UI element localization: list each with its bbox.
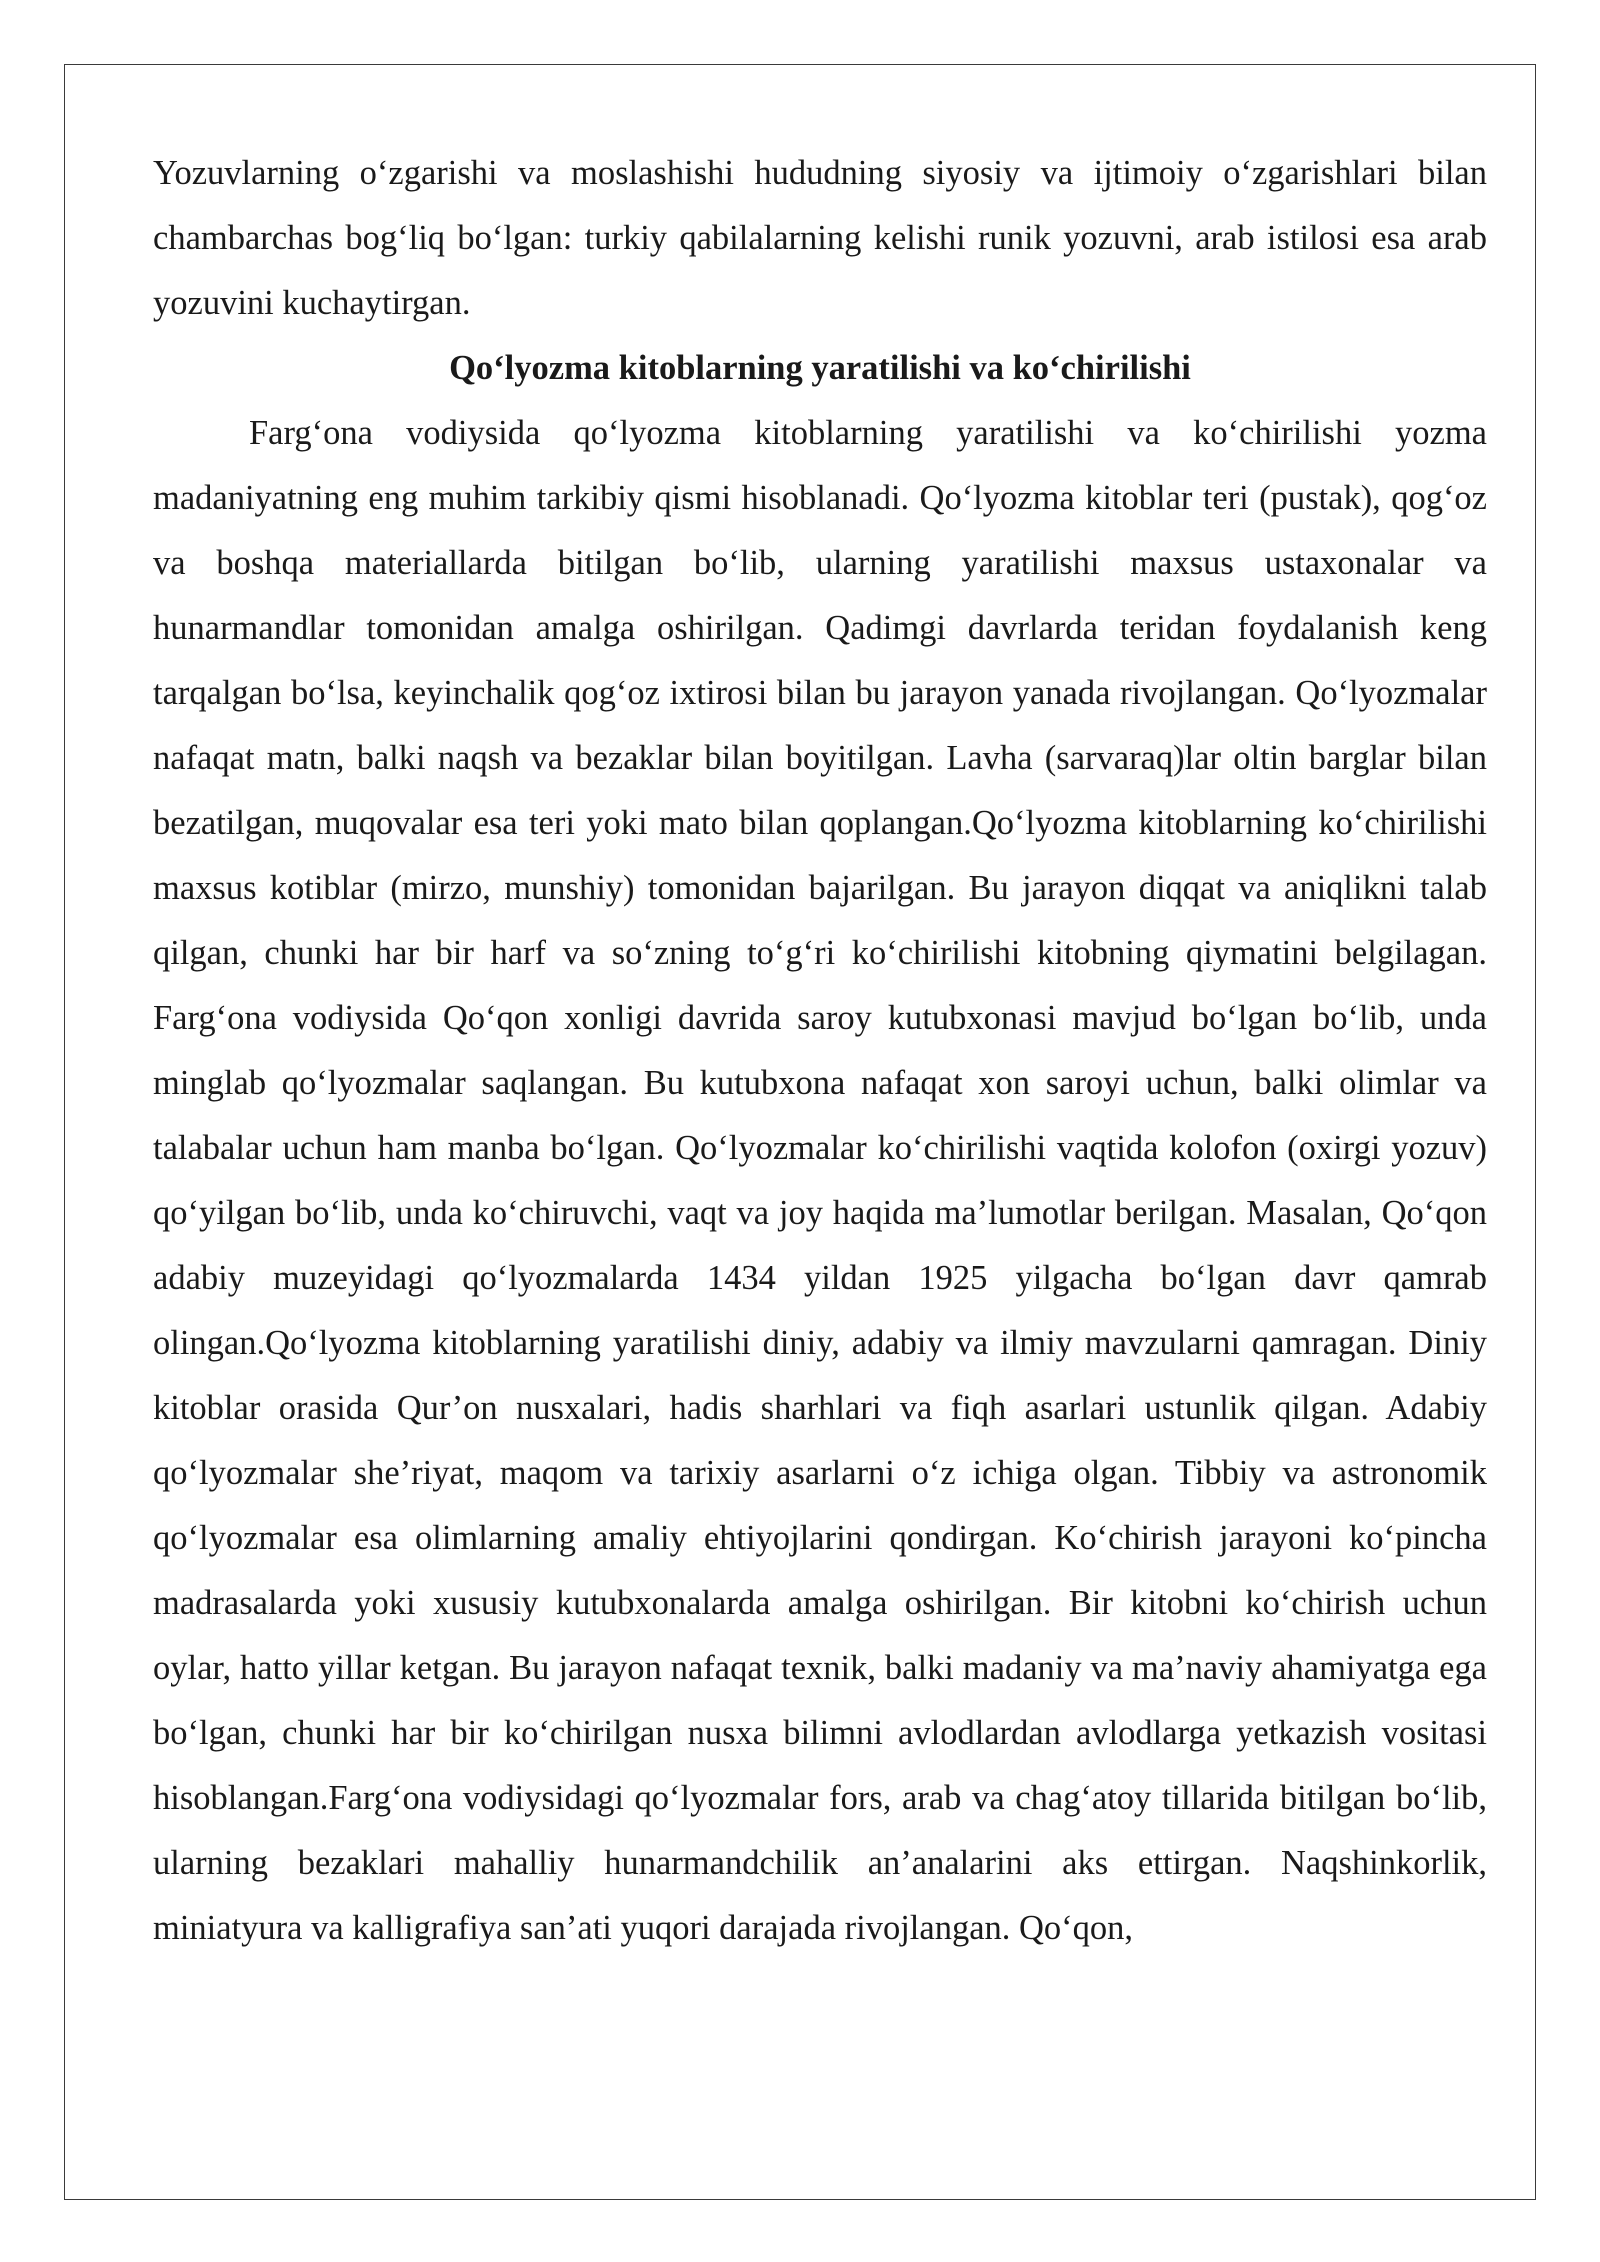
body-paragraph: Farg‘ona vodiysida qo‘lyozma kitoblarning yaratilishi va ko‘chirilishi yozma madaniyatning eng muhim tarkibiy qismi hisoblanadi. Qo‘lyozma kitoblar teri (pustak), qog‘oz va boshqa materiallarda bitilgan bo‘lib, ularning yaratilishi maxsus ustaxonalar va hunarmandlar tomonidan amalga oshirilgan. Qadimgi davrlarda teridan foydalanish keng tarqalgan bo‘lsa, keyinchalik qog‘oz ixtirosi bilan bu jarayon yanada rivojlangan. Qo‘lyozmalar nafaqat matn, balki naqsh va bezaklar bilan boyitilgan. Lavha (sarvaraq)lar oltin barglar bilan bezatilgan, muqovalar esa teri yoki mato bilan qoplangan.Qo‘lyozma kitoblarning ko‘chirilishi maxsus kotiblar (mirzo, munshiy) tomonidan bajarilgan. Bu jarayon diqqat va aniqlikni talab qilgan, chunki har bir harf va so‘zning to‘g‘ri ko‘chirilishi kitobning qiymatini belgilagan. Farg‘ona vodiysida Qo‘qon xonligi davrida saroy kutubxonasi mavjud bo‘lgan bo‘lib, unda minglab qo‘lyozmalar saqlangan. Bu kutubxona nafaqat xon saroyi uchun, balki olimlar va talabalar uchun ham manba bo‘lgan. Qo‘lyozmalar ko‘chirilishi vaqtida kolofon (oxirgi yozuv) qo‘yilgan bo‘lib, unda ko‘chiruvchi, vaqt va joy haqida ma’lumotlar berilgan. Masalan, Qo‘qon adabiy muzeyidagi qo‘lyozmalarda 1434 yildan 1925 yilgacha bo‘lgan davr qamrab olingan.Qo‘lyozma kitoblarning yaratilishi diniy, adabiy va ilmiy mavzularni qamragan. Diniy kitoblar orasida Qur’on nusxalari, hadis sharhlari va fiqh asarlari ustunlik qilgan. Adabiy qo‘lyozmalar she’riyat, maqom va tarixiy asarlarni o‘z ichiga olgan. Tibbiy va astronomik qo‘lyozmalar esa olimlarning amaliy ehtiyojlarini qondirgan. Ko‘chirish jarayoni ko‘pincha madrasalarda yoki xususiy kutubxonalarda amalga oshirilgan. Bir kitobni ko‘chirish uchun oylar, hatto yillar ketgan. Bu jarayon nafaqat texnik, balki madaniy va ma’naviy ahamiyatga ega bo‘lgan, chunki har bir ko‘chirilgan nusxa bilimni avlodlardan avlodlarga yetkazish vositasi hisoblangan.Farg‘ona vodiysidagi qo‘lyozmalar fors, arab va chag‘atoy tillarida bitilgan bo‘lib, ularning bezaklari mahalliy hunarmandchilik an’analarini aks ettirgan. Naqshinkorlik, miniatyura va kalligrafiya san’ati yuqori darajada rivojlangan. Qo‘qon,: [153, 414, 1487, 1947]
section-heading: Qo‘lyozma kitoblarning yaratilishi va ko‘chirilishi: [449, 349, 1191, 387]
document-body: [153, 141, 1487, 1961]
intro-paragraph: Yozuvlarning o‘zgarishi va moslashishi hududning siyosiy va ijtimoiy o‘zgarishlari bilan chambarchas bog‘liq bo‘lgan: turkiy qabilalarning kelishi runik yozuvni, arab istilosi esa arab yozuvini kuchaytirgan.: [153, 154, 1487, 322]
